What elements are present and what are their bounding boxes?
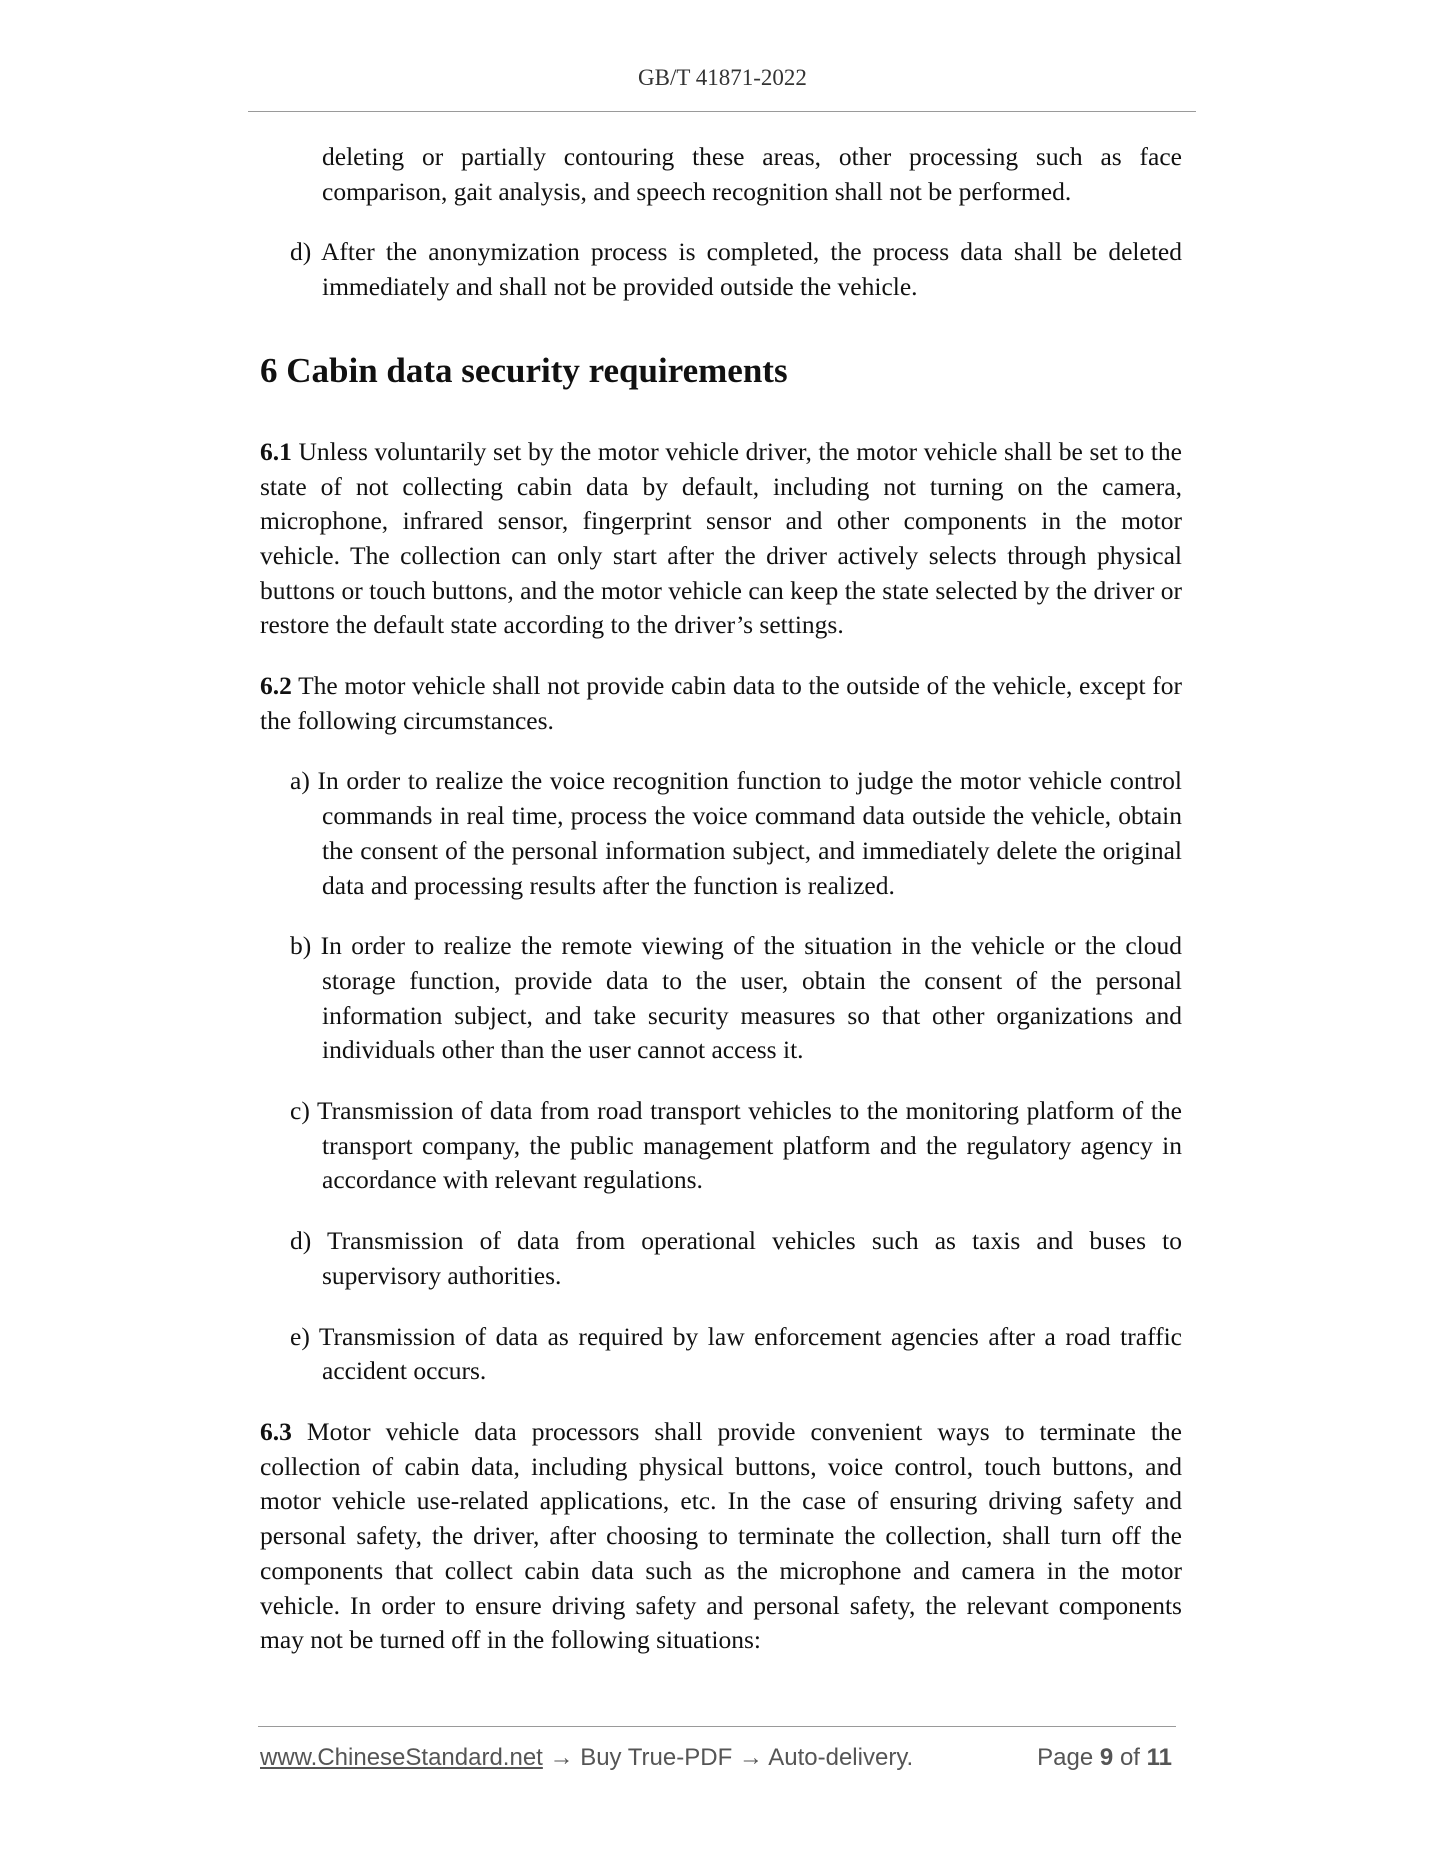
page-total: 11 bbox=[1146, 1744, 1172, 1771]
header-divider bbox=[248, 111, 1196, 112]
site-link[interactable]: www.ChineseStandard.net bbox=[260, 1744, 543, 1771]
clause-number: 6.1 bbox=[260, 436, 292, 466]
delivery-text: Auto-delivery. bbox=[768, 1744, 914, 1771]
document-body bbox=[260, 140, 1182, 1658]
clause-text: Unless voluntarily set by the motor vehicle driver, the motor vehicle shall be set to the state of not collecting cabin data by default, including not turning on the camera, microphone, infrared sensor, fingerprint sensor and other components in the motor vehicle. The collection can only start after the driver actively selects through physical buttons or touch buttons, and the motor vehicle can keep the state selected by the driver or restore the default state according to the driver’s settings. bbox=[260, 436, 1182, 640]
clause-6-3 bbox=[260, 1415, 1182, 1658]
page-header: GB/T 41871-2022 bbox=[638, 65, 807, 90]
list-item-a bbox=[260, 764, 1182, 903]
item-text: Transmission of data as required by law enforcement agencies after a road traffic accident occurs. bbox=[318, 1321, 1182, 1386]
footer-divider bbox=[258, 1726, 1176, 1727]
list-item-e bbox=[260, 1320, 1182, 1389]
item-text: Transmission of data from road transport vehicles to the monitoring platform of the transport company, the public management platform and the regulatory agency in accordance with relevant regulations. bbox=[316, 1096, 1182, 1195]
buy-text: Buy True-PDF bbox=[580, 1744, 733, 1771]
list-item-d-2 bbox=[260, 1224, 1182, 1293]
item-label: a) bbox=[290, 766, 310, 796]
page-of: of bbox=[1119, 1744, 1140, 1771]
clause-text: The motor vehicle shall not provide cabin data to the outside of the vehicle, except for the following circumstances. bbox=[260, 671, 1182, 735]
item-text: Transmission of data from operational vehicles such as taxis and buses to supervisory authorities. bbox=[322, 1226, 1182, 1290]
arrow-icon: → bbox=[549, 1744, 574, 1771]
item-text: In order to realize the remote viewing of the situation in the vehicle or the cloud storage function, provide data to the user, obtain the consent of the personal information subject, and take security measures so that other organizations and individuals other than the user cannot access it. bbox=[320, 931, 1182, 1065]
item-label: c) bbox=[290, 1096, 310, 1126]
clause-6-2 bbox=[260, 669, 1182, 738]
item-label: d) bbox=[290, 1226, 312, 1256]
footer-promo bbox=[260, 1744, 913, 1772]
item-text: In order to realize the voice recognition function to judge the motor vehicle control commands in real time, process the voice command data outside the vehicle, obtain the consent of the personal information subject, and immediately delete the original data and processing results after the function is realized. bbox=[317, 766, 1183, 900]
item-label: d) bbox=[290, 237, 312, 267]
page-indicator bbox=[1037, 1744, 1172, 1772]
list-item-d bbox=[260, 235, 1182, 304]
clause-number: 6.3 bbox=[260, 1416, 292, 1446]
page-footer bbox=[260, 1744, 1172, 1772]
list-item-c bbox=[260, 1094, 1182, 1198]
page-current: 9 bbox=[1099, 1744, 1114, 1771]
section-heading: 6 Cabin data security requirements bbox=[260, 350, 788, 390]
item-label: e) bbox=[290, 1321, 310, 1351]
clause-6-1 bbox=[260, 435, 1182, 643]
list-item-b bbox=[260, 929, 1182, 1068]
page-word: Page bbox=[1037, 1744, 1094, 1771]
item-label: b) bbox=[290, 931, 312, 961]
item-text: After the anonymization process is completed, the process data shall be deleted immediately and shall not be provided outside the vehicle. bbox=[320, 237, 1182, 302]
item-c-continuation: deleting or partially contouring these areas, other processing such as face comparison, gait analysis, and speech recognition shall not be performed. bbox=[322, 142, 1182, 206]
clause-number: 6.2 bbox=[260, 671, 292, 701]
arrow-icon: → bbox=[738, 1744, 763, 1771]
clause-text: Motor vehicle data processors shall provide convenient ways to terminate the collection of cabin data, including physical buttons, voice control, touch buttons, and motor vehicle use-related applications, etc. In the case of ensuring driving safety and personal safety, the driver, after choosing to terminate the collection, shall turn off the components that collect cabin data such as the microphone and camera in the motor vehicle. In order to ensure driving safety and personal safety, the relevant components may not be turned off in the following situations: bbox=[260, 1416, 1182, 1655]
